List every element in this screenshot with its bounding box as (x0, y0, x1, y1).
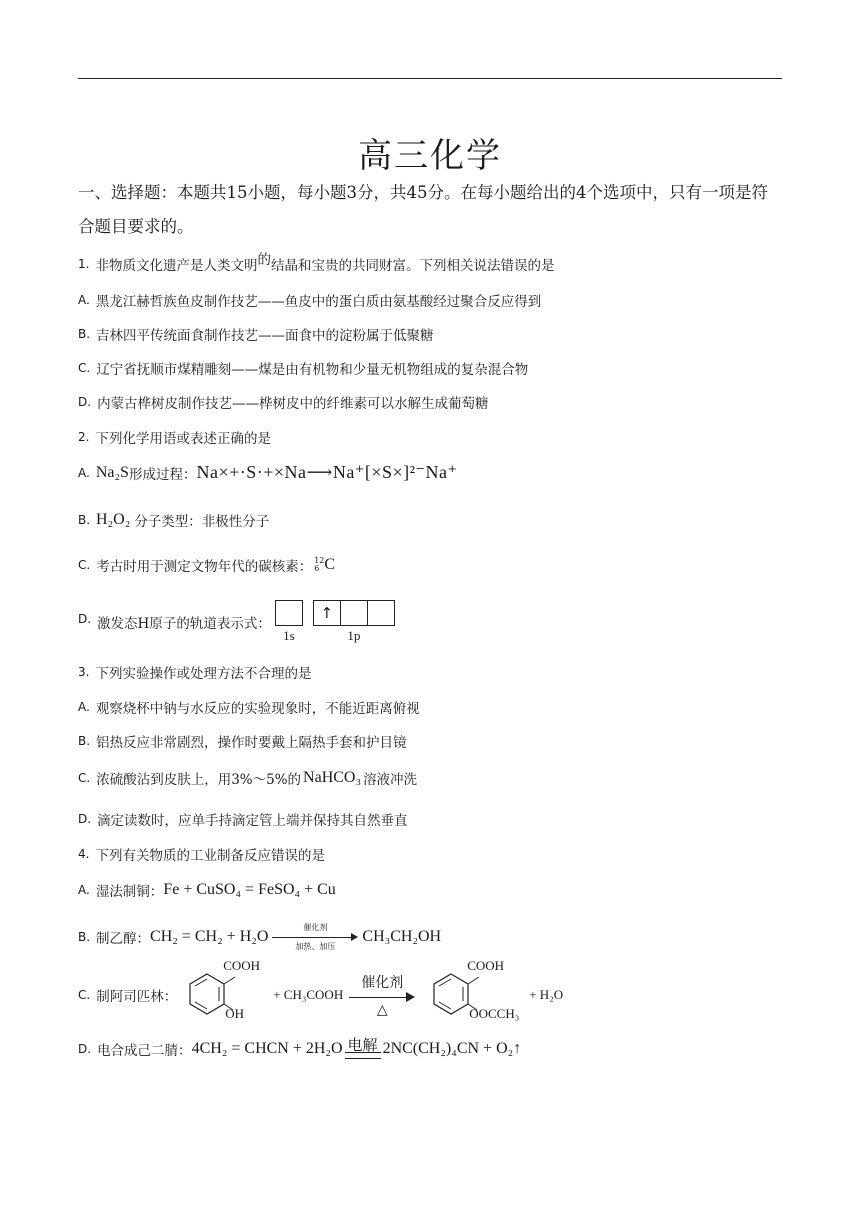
q1-number: 1. (78, 257, 90, 271)
q1-stem: 1. 非物质文化遗产是人类文明 的 结晶和宝贵的共同财富。下列相关说法错误的是 (78, 252, 555, 274)
q1-option-c: C. 辽宁省抚顺市煤精雕刻——煤是由有机物和少量无机物组成的复杂混合物 (78, 361, 529, 378)
q2-option-c: C. 考古时用于测定文物年代的碳核素： 12 6 C (78, 556, 336, 575)
q1-option-b: B. 吉林四平传统面食制作技艺——面食中的淀粉属于低聚糖 (78, 327, 434, 344)
page-title: 高三化学 (358, 136, 502, 176)
q4-option-d: D. 电合成己二腈： 4CH₂ = CHCN + 2H₂O 电解 2NC(CH₂)₄CN + O₂↑ (78, 1036, 522, 1059)
q3-option-a: A. 观察烧杯中钠与水反应的实验现象时，不能近距离俯视 (78, 700, 420, 717)
header-rule (78, 78, 782, 79)
electrolysis-sign: 电解 (345, 1038, 381, 1059)
section-intro: 一、选择题：本题共15小题，每小题3分，共45分。在每小题给出的4个选项中，只有一项是符合题目要求的。 (78, 183, 768, 236)
reaction-arrow: 催化剂 △ (349, 972, 415, 1018)
q3-option-b: B. 铝热反应非常剧烈，操作时要戴上隔热手套和护目镜 (78, 734, 407, 751)
q1-option-d: D. 内蒙古桦树皮制作技艺——桦树皮中的纤维素可以水解生成葡萄糖 (78, 395, 489, 412)
aspirin-structure: COOH OOCCH₃ (421, 964, 529, 1026)
reaction-arrow: 催化剂 加热、加压 (272, 922, 358, 952)
na2s-formula: Na₂S (95, 463, 129, 481)
q3-stem: 3. 下列实验操作或处理方法不合理的是 (78, 665, 312, 682)
orbital-diagram: 1s ↑ 1p (275, 600, 395, 644)
q4-option-b: B. 制乙醇： CH₂ = CH₂ + H₂O 催化剂 加热、加压 CH₃CH₂OH (78, 923, 442, 951)
q3-option-d: D. 滴定读数时，应单手持滴定管上端并保持其自然垂直 (78, 812, 408, 829)
orbital-1s-box (275, 600, 303, 626)
q3-option-c: C. 浓硫酸沾到皮肤上，用3%～5%的 NaHCO₃ 溶液冲洗 (78, 769, 418, 788)
q4-option-a: A. 湿法制铜： Fe + CuSO₄ = FeSO₄ + Cu (78, 881, 336, 900)
salicylic-acid-structure: COOH OH (177, 964, 273, 1026)
electron-dot-process: Na×+·S·+×Na⟶Na⁺[×S×]²⁻Na⁺ (196, 462, 458, 482)
orbital-1p-box-2 (341, 600, 368, 626)
orbital-1p-box-1: ↑ (313, 600, 341, 626)
nuclide-notation: 12 6 (314, 556, 325, 573)
copper-equation: Fe + CuSO₄ = FeSO₄ + Cu (163, 881, 336, 898)
q1-option-a: A. 黑龙江赫哲族鱼皮制作技艺——鱼皮中的蛋白质由氨基酸经过聚合反应得到 (78, 293, 542, 310)
q4-stem: 4. 下列有关物质的工业制备反应错误的是 (78, 847, 325, 864)
q2-stem: 2. 下列化学用语或表述正确的是 (78, 430, 271, 447)
orbital-1p-box-3 (368, 600, 395, 626)
q2-option-a: A. Na₂S 形成过程： Na×+·S·+×Na⟶Na⁺[×S×]²⁻Na⁺ (78, 462, 458, 483)
q2-option-b: B. H₂O₂ 分子类型：非极性分子 (78, 511, 270, 530)
q2-option-d: D. 激发态H原子的轨道表示式： 1s ↑ 1p (78, 600, 395, 644)
q4-option-c: C. 制阿司匹林： COOH OH + CH₃COOH 催化剂 △ COOH OOCCH₃ + H₂O (78, 962, 563, 1028)
